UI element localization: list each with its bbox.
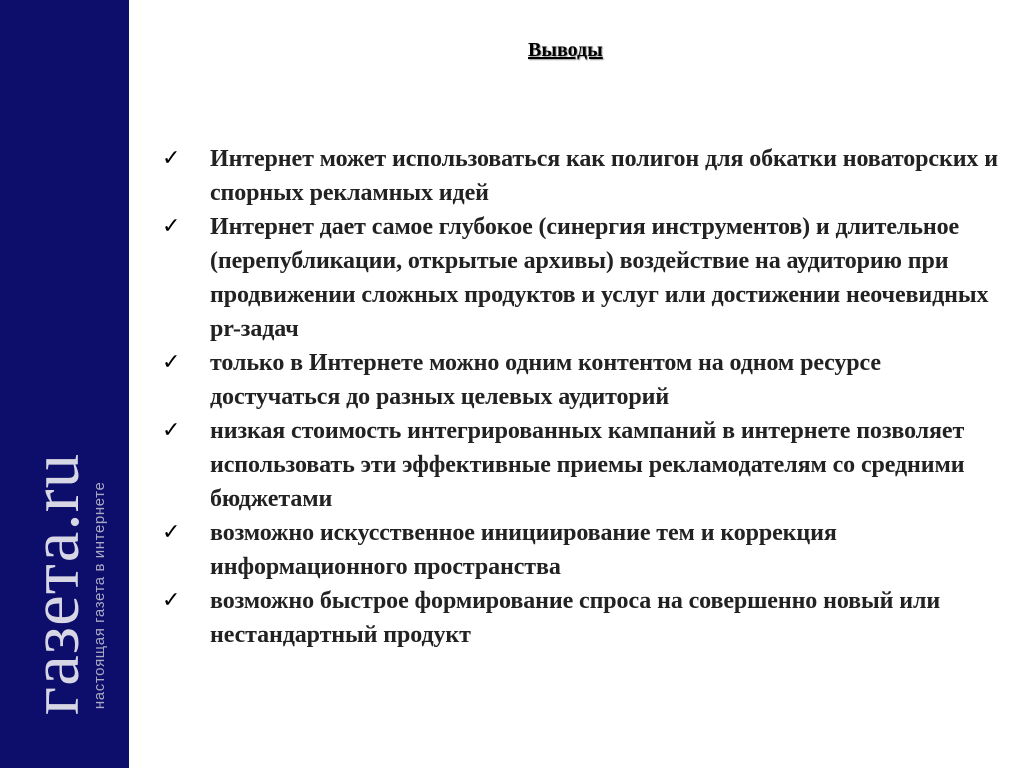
check-icon: ✓ bbox=[162, 588, 181, 613]
check-icon: ✓ bbox=[162, 418, 181, 443]
list-item bbox=[162, 516, 1002, 584]
brand-block bbox=[19, 453, 109, 715]
list-item bbox=[162, 210, 1002, 346]
check-icon: ✓ bbox=[162, 214, 181, 239]
slide-title: Выводы bbox=[528, 39, 603, 61]
check-icon: ✓ bbox=[162, 350, 181, 375]
list-item bbox=[162, 142, 1002, 210]
sidebar-brand-panel bbox=[0, 0, 129, 768]
brand-logo: газета.ru bbox=[17, 452, 93, 716]
check-icon: ✓ bbox=[162, 146, 181, 171]
list-item bbox=[162, 346, 1002, 414]
list-item-text: Интернет дает самое глубокое (синергия инструментов) и длительное (перепубликации, открытые архивы) воздействие на аудиторию при продвижении сложных продуктов и услуг или достижении неочевидных pr-задач bbox=[210, 214, 989, 342]
list-item bbox=[162, 584, 1002, 652]
brand-tagline: настоящая газета в интернете bbox=[91, 481, 108, 710]
list-item bbox=[162, 414, 1002, 516]
list-item-text: только в Интернете можно одним контентом на одном ресурсе достучаться до разных целевых аудиторий bbox=[210, 350, 881, 410]
list-item-text: Интернет может использоваться как полигон для обкатки новаторских и спорных рекламных идей bbox=[210, 146, 998, 206]
conclusions-list bbox=[162, 142, 1002, 652]
list-item-text: низкая стоимость интегрированных кампаний в интернете позволяет использовать эти эффективные приемы рекламодателям со средними бюджетами bbox=[210, 418, 965, 512]
list-item-text: возможно искусственное инициирование тем и коррекция информационного пространства bbox=[210, 520, 837, 580]
list-item-text: возможно быстрое формирование спроса на совершенно новый или нестандартный продукт bbox=[210, 588, 941, 648]
check-icon: ✓ bbox=[162, 520, 181, 545]
